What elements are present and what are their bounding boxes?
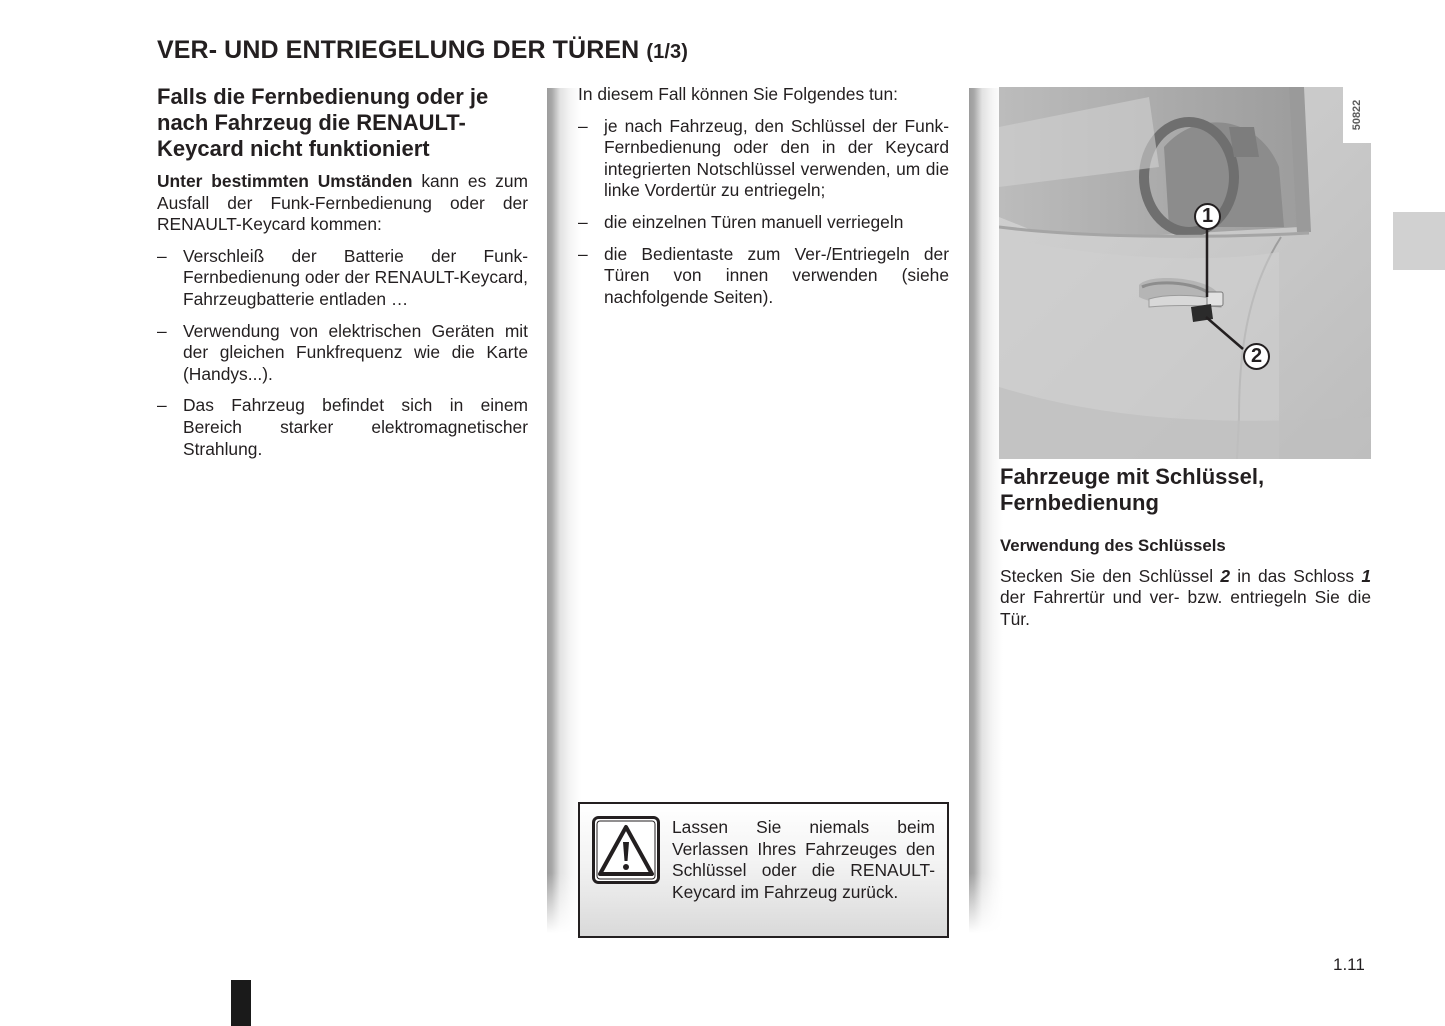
page-title	[157, 36, 688, 65]
figure-number-text: 50822	[1351, 99, 1363, 131]
list-item-text: je nach Fahrzeug, den Schlüssel der Funk-Fernbedienung oder den in der Keycard integrierten Notschlüssel verwenden, um die linke Vordertür zu entriegeln;	[604, 115, 949, 201]
intro-text: In diesem Fall können Sie Folgendes tun:	[578, 84, 898, 104]
list-item-text: Verschleiß der Batterie der Funk-Fernbedienung oder der RENAULT-Keycard, Fahrzeugbatterie entladen …	[183, 245, 528, 309]
list-item-text: Das Fahrzeug befindet sich in einem Bereich starker elektromagnetischer Strahlung.	[183, 395, 528, 459]
warning-box	[578, 802, 949, 938]
title-text: VER- UND ENTRIEGELUNG DER TÜREN	[157, 36, 640, 64]
ref-2: 2	[1220, 565, 1230, 586]
list-item-text: die einzelnen Türen manuell verriegeln	[604, 211, 904, 232]
callout-2: 2	[1243, 343, 1270, 370]
title-part: (1/3)	[646, 41, 688, 63]
ref-1: 1	[1361, 565, 1372, 586]
section-heading: Fahrzeuge mit Schlüssel, Fernbedienung	[1000, 464, 1265, 515]
callout-1: 1	[1194, 203, 1221, 230]
list-item	[157, 321, 528, 386]
warning-triangle-icon	[592, 816, 660, 884]
warning-text: Lassen Sie niemals beim Verlassen Ihres Fahrzeuges den Schlüssel oder die RENAULT-Keycard im Fahrzeug zurück.	[672, 817, 935, 902]
dash-marker: –	[578, 211, 588, 232]
option-list	[578, 116, 949, 309]
text-part: der Fahrertür und ver- bzw. entriegeln Sie die Tür.	[1000, 587, 1371, 629]
column-left	[157, 84, 528, 470]
key-instructions	[1000, 566, 1371, 631]
intro-rest: kann es zum Ausfall der Funk-Fernbedienung oder der RENAULT-Keycard kommen:	[157, 171, 528, 235]
figure-number	[1343, 87, 1371, 143]
column-separator	[969, 88, 1003, 933]
sub-heading: Verwendung des Schlüssels	[1000, 536, 1226, 555]
column-separator	[547, 88, 581, 933]
intro-bold: Unter bestimmten Umständen	[157, 171, 413, 191]
intro-paragraph	[157, 171, 528, 236]
column-middle	[578, 84, 949, 318]
list-item	[578, 212, 949, 234]
car-door-drawing	[999, 87, 1371, 459]
dash-marker: –	[157, 395, 167, 416]
list-item-text: die Bedientaste zum Ver-/Entriegeln der Türen von innen verwenden (siehe nachfolgende Seiten).	[604, 243, 949, 307]
list-item	[157, 395, 528, 460]
text-part: in das Schloss	[1229, 565, 1362, 586]
dash-marker: –	[157, 245, 167, 266]
list-item	[578, 116, 949, 202]
list-item	[157, 246, 528, 311]
list-item	[578, 244, 949, 309]
dash-marker: –	[578, 243, 588, 264]
section-heading: Falls die Fernbedienung oder je nach Fahrzeug die RENAULT-Keycard nicht funktioniert	[157, 84, 489, 161]
list-item-text: Verwendung von elektrischen Geräten mit der gleichen Funkfrequenz wie die Karte (Handys...).	[183, 320, 528, 384]
door-handle-illustration	[999, 87, 1371, 459]
cause-list	[157, 246, 528, 460]
page-number: 1.11	[1333, 955, 1365, 974]
thumb-index-marker	[231, 980, 251, 1026]
dash-marker: –	[157, 320, 167, 341]
dash-marker: –	[578, 115, 588, 136]
text-part: Stecken Sie den Schlüssel	[1000, 565, 1221, 586]
column-right	[1000, 464, 1371, 640]
chapter-tab	[1393, 212, 1445, 270]
